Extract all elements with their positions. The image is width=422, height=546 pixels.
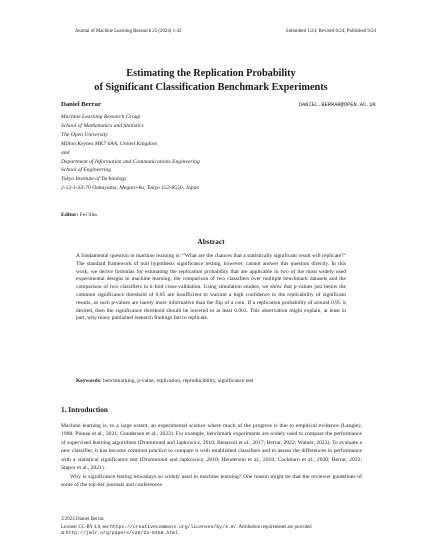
copyright-notice: ©2024 Daniel Berrar. (61, 517, 105, 522)
keywords-line (76, 378, 346, 384)
paper-link[interactable]: http://jmlr.org/papers/v25/24-0158.html (65, 531, 178, 536)
license-line2-prefix: at (61, 531, 66, 536)
affiliation-line: The Open University (61, 131, 108, 138)
submission-dates: Submitted 1/24; Revised 6/24; Published 9/24 (285, 29, 376, 34)
paragraph: Machine learning is, to a large extent, an experimental science where much of the progress is due to empirical evidence (Langley, 1988; Pineau et al., 2021; Gundersen et al., 2022). For example, benchmark experiments are widely used to compare the performance of supervised learning algorithms (Drummond and Japkowicz, 2010; Benavoli et al., 2017; Berrar, 2022; Wainer, 2023). To evaluate a new classifier, it has become common practice to compare it with established classifiers and to assess the differences in performance with a statistical significance test (Drummond and Japkowicz, 2010; Henderson et al., 2018; Cockburn et al., 2020; Berrar, 2022; Stapor et al., 2021). (61, 423, 362, 472)
paragraph: Why is significance testing nowadays so widely used in machine learning? One reason might be that the reviewer guidelines of some of the top-tier journals and conferences (61, 473, 362, 489)
license-notice (61, 525, 371, 537)
author-name: Daniel Berrar (61, 101, 101, 108)
license-link[interactable]: https://creativecommons.org/licenses/by/4.0/ (109, 525, 237, 530)
journal-header: Journal of Machine Learning Research 25 (2024) 1-42 (75, 29, 182, 34)
editor-label: Editor: (61, 212, 79, 218)
affiliation-line: Tokyo Institute of Technology (61, 176, 127, 183)
title-line-2: of Significant Classification Benchmark Experiments (94, 82, 328, 93)
editor-line (61, 212, 97, 218)
affiliation-line: School of Engineering (61, 167, 112, 174)
license-line-2 (61, 531, 371, 537)
affiliation-line: Machine Learning Research Group (61, 114, 141, 120)
license-line2-suffix: . (177, 531, 180, 536)
affiliation-line: and (61, 149, 70, 156)
affiliation-line: School of Mathematics and Statistics (61, 122, 144, 129)
keywords-text: benchmarking, p-value, replication, reproducibility, significance test (103, 378, 254, 384)
editor-name: Fei Sha (79, 212, 97, 218)
introduction-body (61, 422, 362, 490)
section-heading-introduction: 1. Introduction (61, 405, 108, 414)
abstract-heading: Abstract (197, 237, 225, 246)
affiliation-line: 2-12-1-S3-70 Ookayama, Meguro-ku, Tokyo 152-8550, Japan (61, 185, 200, 192)
license-suffix: . Attribution requirements are provided (236, 525, 312, 530)
license-prefix: License: CC-BY 4.0, see (61, 525, 110, 530)
paper-title (40, 67, 382, 95)
affiliation-line: Department of Information and Communications Engineering (61, 158, 200, 165)
author-affiliation (61, 113, 200, 193)
author-email: DANIEL.BERRAR@OPEN.AC.UK (298, 102, 376, 108)
abstract-text: A fundamental question in machine learning is: “What are the chances that a statistically significant result will replicate?” The standard framework of null hypothesis significance testing, however, cannot answer this question directly. In this work, we derive formulas for estimating the replication probability that are applicable in two of the most widely used experimental designs in machine learning: the comparison of two classifiers over multiple benchmark datasets and the comparison of two classifiers in k-fold cross-validation. Using simulation studies, we show that p-values just below the common significance threshold of 0.05 are insufficient to warrant a high confidence in the replicability of significant results, as such p-values are barely more informative than the flip of a coin. If a replication probability of around 0.95 is desired, then the significance threshold should be lowered to at least 0.003. This observation might explain, at least in part, why many published research findings fail to replicate. (76, 253, 346, 322)
title-line-1: Estimating the Replication Probability (126, 68, 296, 79)
keywords-label: Keywords: (76, 378, 102, 384)
affiliation-line: Milton Keynes MK7 6AA, United Kingdom (61, 140, 158, 147)
